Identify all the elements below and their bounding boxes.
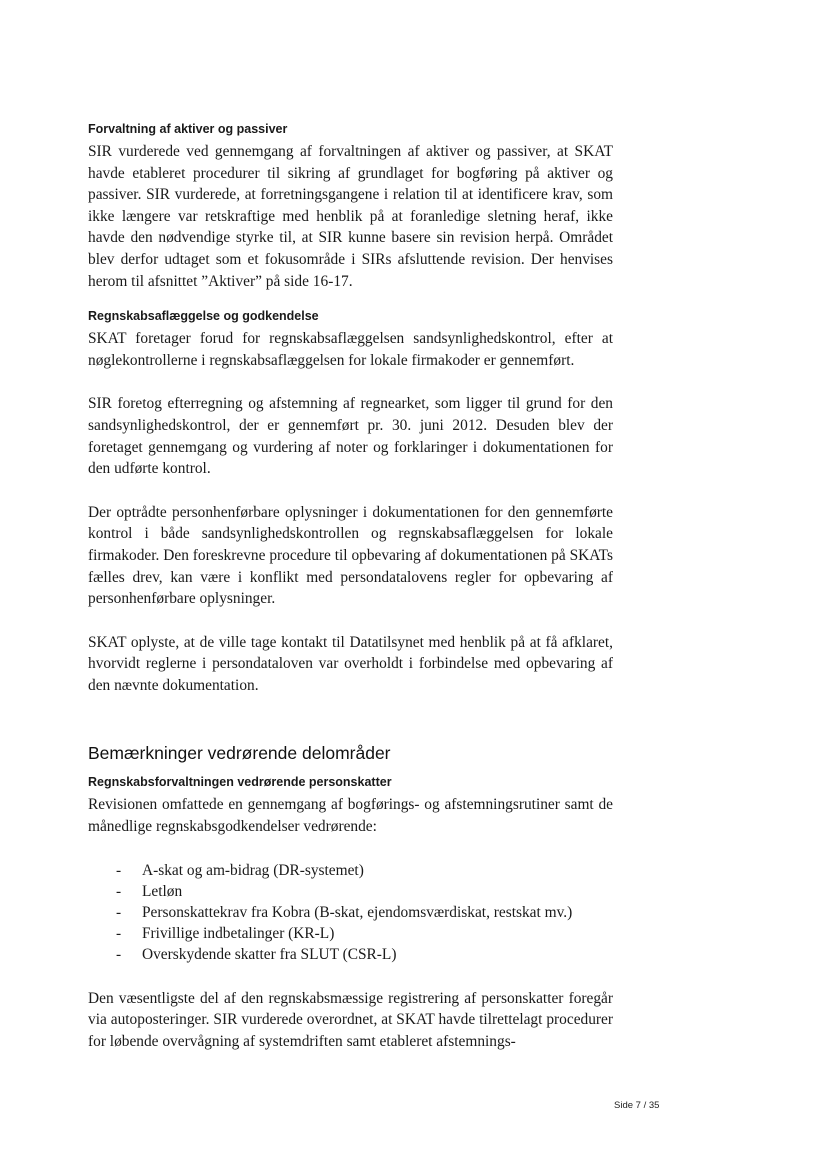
page-number: Side 7 / 35 bbox=[614, 1100, 660, 1111]
paragraph-reporting-3: Der optrådte personhenførbare oplysninger i dokumentationen for den gennemførte kontrol i både sandsynlighedskontrollen og regnskabsaflæggelsen for lokale firmakoder. Den foreskrevne procedure til opbevaring af dokumentationen på SKATs fælles drev, kan være i konflikt med persondatalovens regler for opbevaring af personhenførbare oplysninger. bbox=[88, 503, 613, 608]
list-item: - Personskattekrav fra Kobra (B-skat, ejendomsværdiskat, restskat mv.) bbox=[116, 902, 613, 923]
paragraph-reporting-1: SKAT foretager forud for regnskabsaflæggelsen sandsynlighedskontrol, efter at nøglekontrollerne i regnskabsaflæggelsen for lokale firmakoder er gennemført. bbox=[88, 330, 613, 369]
page-content bbox=[88, 121, 613, 1052]
paragraph-reporting-4: SKAT oplyste, at de ville tage kontakt til Datatilsynet med henblik på at få afklaret, hvorvidt reglerne i persondataloven var overholdt i forbindelse med opbevaring af den nævnte dokumentation. bbox=[88, 633, 613, 694]
list-item: - Letløn bbox=[116, 881, 613, 902]
section-heading-financial-reporting: Regnskabsaflæggelse og godkendelse bbox=[88, 309, 319, 324]
paragraph-asset-management: SIR vurderede ved gennemgang af forvaltningen af aktiver og passiver, at SKAT havde etableret procedurer til sikring af grundlaget for bogføring på aktiver og passiver. SIR vurderede, at forretningsgangene i relation til at identificere krav, som ikke længere var retskraftige med henblik på at foranledige sletning heraf, ikke havde den nødvendige styrke til, at SIR kunne basere sin revision herpå. Området blev derfor udtaget som et fokusområde i SIRs afsluttende revision. Der henvises herom til afsnittet ”Aktiver” på side 16-17. bbox=[88, 143, 613, 290]
list-item: - Overskydende skatter fra SLUT (CSR-L) bbox=[116, 944, 613, 965]
section-heading-asset-management: Forvaltning af aktiver og passiver bbox=[88, 122, 288, 136]
section-heading-remarks: Bemærkninger vedrørende delområder bbox=[88, 743, 391, 764]
paragraph-reporting-2: SIR foretog efterregning og afstemning af regnearket, som ligger til grund for den sandsynlighedskontrol, der er gennemført pr. 30. juni 2012. Desuden blev der foretaget gennemgang og vurdering af noter og forklaringer i dokumentationen for den udførte kontrol. bbox=[88, 395, 613, 478]
list-item: - Frivillige indbetalinger (KR-L) bbox=[116, 923, 613, 944]
paragraph-autopostings: Den væsentligste del af den regnskabsmæssige registrering af personskatter foregår via autoposteringer. SIR vurderede overordnet, at SKAT havde tilrettelagt procedurer for løbende overvågning af systemdriften samt etableret afstemnings- bbox=[88, 989, 613, 1050]
subsection-heading-personal-taxes: Regnskabsforvaltningen vedrørende personskatter bbox=[88, 775, 392, 790]
tax-systems-list bbox=[88, 860, 613, 966]
list-item: - A-skat og am-bidrag (DR-systemet) bbox=[116, 860, 613, 881]
paragraph-audit-intro: Revisionen omfattede en gennemgang af bogførings- og afstemningsrutiner samt de månedlige regnskabsgodkendelser vedrørende: bbox=[88, 796, 613, 836]
